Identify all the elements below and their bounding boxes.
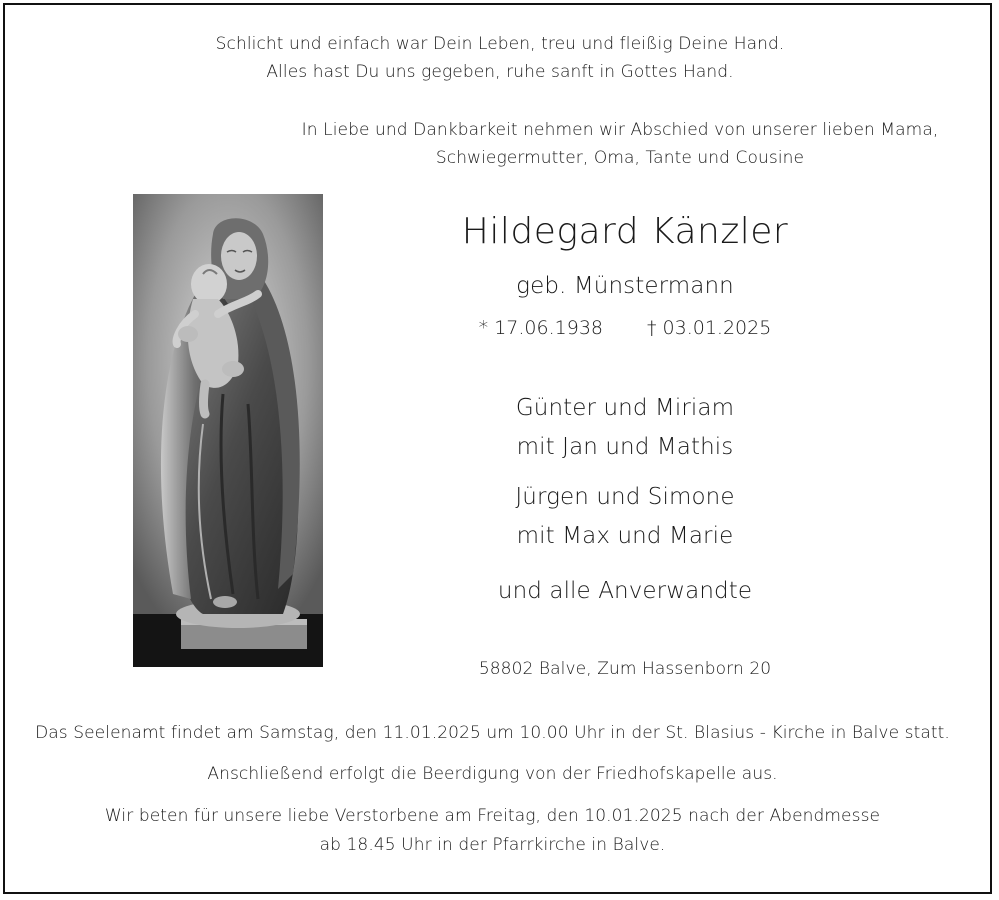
service-line-4: ab 18.45 Uhr in der Pfarrkirche in Balve. (319, 835, 666, 855)
service-line-1: Das Seelenamt findet am Samstag, den 11.01.2025 um 10.00 Uhr in der St. Blasius - Kirche in Balve statt. (35, 723, 950, 743)
intro-line-2: Schwiegermutter, Oma, Tante und Cousine (435, 148, 805, 168)
family-2-line-1: Jürgen und Simone (515, 484, 735, 510)
birth-date: * 17.06.1938 (478, 317, 603, 339)
intro-line-1: In Liebe und Dankbarkeit nehmen wir Abschied von unserer lieben Mama, (301, 120, 939, 140)
service-line-2: Anschließend erfolgt die Beerdigung von der Friedhofskapelle aus. (207, 764, 778, 784)
death-date: † 03.01.2025 (647, 317, 772, 339)
family-2-line-2: mit Max und Marie (516, 523, 734, 549)
service-line-3: Wir beten für unsere liebe Verstorbene am Freitag, den 10.01.2025 nach der Abendmesse (104, 806, 881, 826)
deceased-name: Hildegard Känzler (461, 211, 789, 252)
madonna-statue-image (133, 194, 323, 667)
birth-name: geb. Münstermann (516, 273, 734, 299)
deceased-info-block (380, 0, 870, 700)
life-dates (380, 317, 870, 339)
verse-line-1: Schlicht und einfach war Dein Leben, treu und fleißig Deine Hand. (215, 34, 785, 54)
relatives: und alle Anverwandte (497, 578, 753, 604)
family-1-line-1: Günter und Miriam (515, 395, 735, 421)
family-1-line-2: mit Jan und Mathis (516, 434, 734, 460)
verse-line-2: Alles hast Du uns gegeben, ruhe sanft in Gottes Hand. (266, 62, 734, 82)
address: 58802 Balve, Zum Hassenborn 20 (478, 659, 772, 679)
